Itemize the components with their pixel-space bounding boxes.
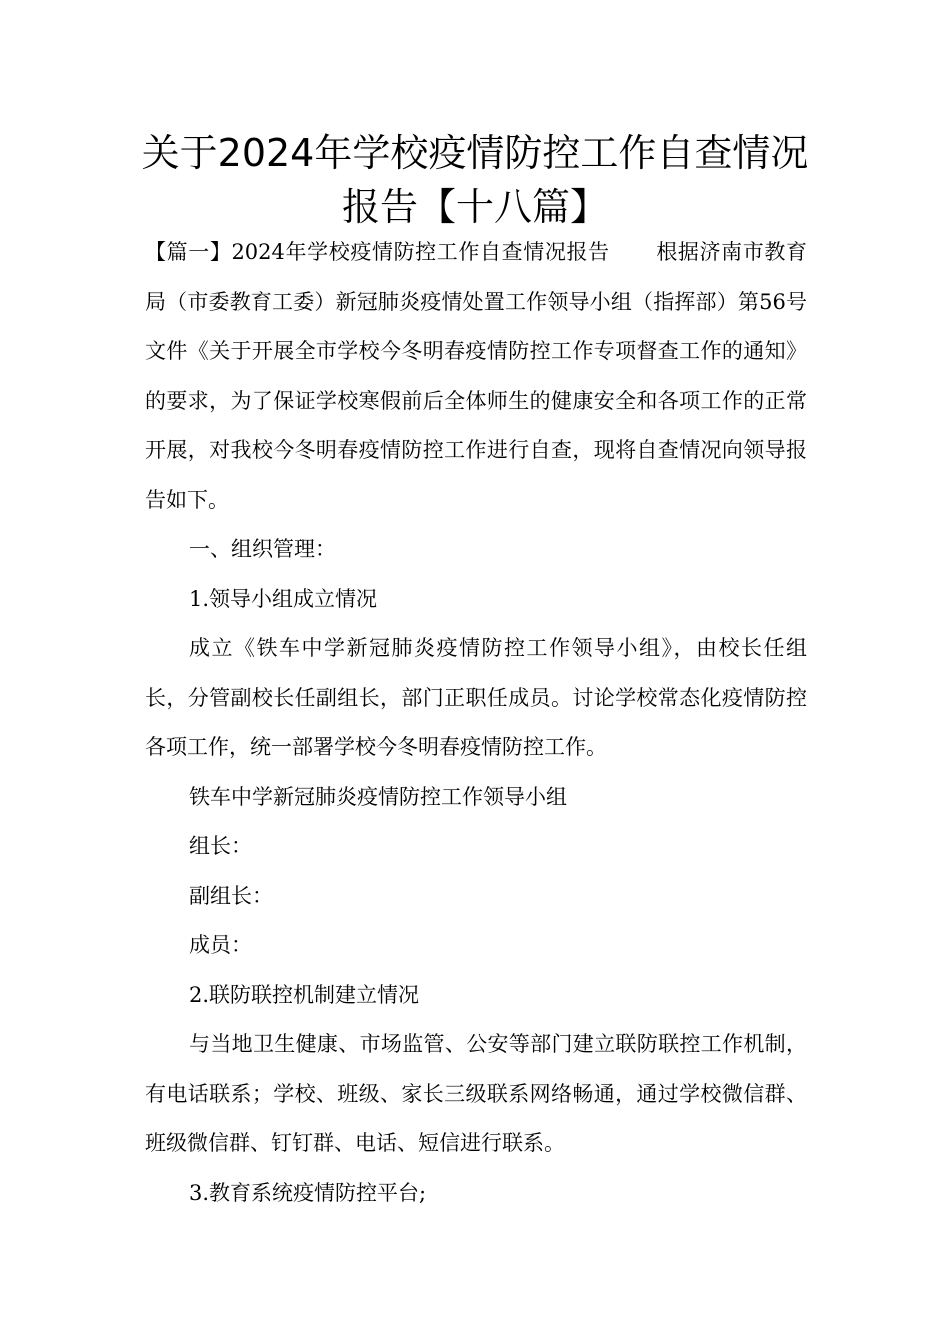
- document-title: 关于2024年学校疫情防控工作自查情况报告【十八篇】: [141, 131, 809, 229]
- deputy-leader-line: 副组长：: [189, 883, 273, 908]
- first-paragraph: [145, 228, 807, 525]
- item-1-heading: 1.领导小组成立情况: [189, 586, 378, 611]
- item-3-heading: 3.教育系统疫情防控平台;: [189, 1180, 427, 1205]
- group-name-line: 铁车中学新冠肺炎疫情防控工作领导小组: [189, 784, 567, 809]
- item-2-heading: 2.联防联控机制建立情况: [189, 982, 420, 1007]
- members-line: 成员：: [189, 933, 252, 957]
- first-paragraph-lead: 【篇一】2024年学校疫情防控工作自查情况报告: [145, 240, 610, 264]
- section-heading-1: 一、组织管理：: [189, 537, 336, 561]
- document-body: [145, 228, 807, 1218]
- item-2-paragraph: 与当地卫生健康、市场监管、公安等部门建立联防联控工作机制，有电话联系；学校、班级、家长三级联系网络畅通，通过学校微信群、班级微信群、钉钉群、电话、短信进行联系。: [145, 1032, 807, 1155]
- leader-line: 组长：: [189, 834, 252, 858]
- item-1-paragraph: 成立《铁车中学新冠肺炎疫情防控工作领导小组》，由校长任组长，分管副校长任副组长，部门正职任成员。讨论学校常态化疫情防控各项工作，统一部署学校今冬明春疫情防控工作。: [145, 636, 807, 759]
- first-paragraph-text: 根据济南市教育局（市委教育工委）新冠肺炎疫情处置工作领导小组（指挥部）第56号文件《关于开展全市学校今冬明春疫情防控工作专项督查工作的通知》的要求，为了保证学校寒假前后全体师生的健康安全和各项工作的正常开展，对我校今冬明春疫情防控工作进行自查，现将自查情况向领导报告如下。: [145, 240, 807, 512]
